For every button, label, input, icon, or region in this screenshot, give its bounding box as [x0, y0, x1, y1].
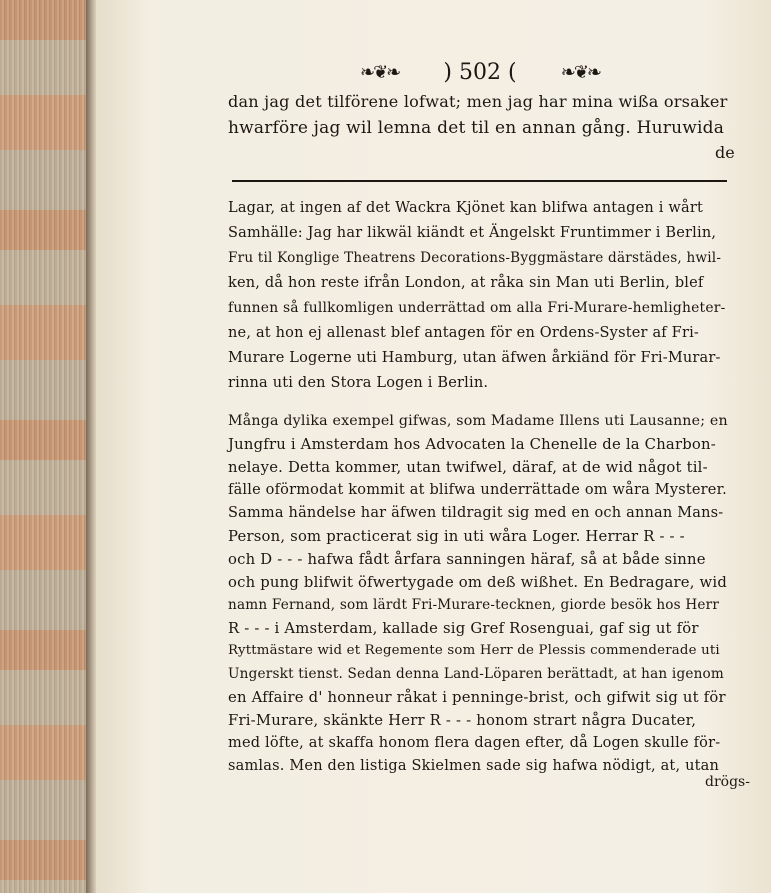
footnote-rule [232, 180, 727, 182]
paragraph-line: Jungfru i Amsterdam hos Advocaten la Chenelle de la Charbon- [228, 436, 716, 453]
catchword: de [715, 143, 735, 162]
ornament-left: ❧❦❧ [360, 62, 400, 83]
catchword-bottom: drögs- [705, 774, 750, 790]
footnote-line: funnen så fullkomligen underrättad om alla Fri-Murare-hemligheter- [228, 300, 726, 316]
text-line: hwarföre jag wil lemna det til en annan gång. Huruwida [228, 118, 725, 138]
footnote-line: Murare Logerne uti Hamburg, utan äfwen årkiänd för Fri-Murar- [228, 350, 721, 366]
footnote-line: ne, at hon ej allenast blef antagen för en Ordens-Syster af Fri- [228, 325, 700, 341]
page-number: ) 502 ( [443, 60, 517, 85]
paragraph-line: nelaye. Detta kommer, utan twifwel, däraf, at de wid något til- [228, 459, 708, 476]
text-line: dan jag det tilförene lofwat; men jag har mina wißa orsaker [228, 92, 728, 111]
footnote-line: ken, då hon reste ifrån London, at råka sin Man uti Berlin, blef [228, 275, 704, 291]
paragraph-line: Ryttmästare wid et Regemente som Herr de Plessis commenderade uti [228, 643, 720, 658]
paragraph-line: Person, som practicerat sig in uti wåra Loger. Herrar R - - - [228, 528, 685, 545]
paragraph-line: fälle oförmodat kommit at blifwa underrättade om wåra Mysterer. [228, 482, 727, 498]
footnote-line: Lagar, at ingen af det Wackra Kjönet kan blifwa antagen i wårt [228, 200, 704, 216]
book-edge [0, 0, 92, 893]
paragraph-line: Fri-Murare, skänkte Herr R - - - honom strart några Ducater, [228, 712, 697, 729]
footnote-line: Fru til Konglige Theatrens Decorations-Byggmästare därstädes, hwil- [228, 250, 722, 266]
paragraph-line: Många dylika exempel gifwas, som Madame Illens uti Lausanne; en [228, 413, 728, 429]
paragraph-line: R - - - i Amsterdam, kallade sig Gref Rosenguai, gaf sig ut för [228, 620, 699, 637]
paragraph-line: och pung blifwit öfwertygade om deß wißhet. En Bedragare, wid [228, 574, 728, 591]
paragraph-line: en Affaire d' honneur råkat i penninge-brist, och gifwit sig ut för [228, 689, 726, 706]
footnote-line: Samhälle: Jag har likwäl kiändt et Ängelskt Fruntimmer i Berlin, [228, 225, 717, 241]
page-header [360, 60, 600, 85]
paragraph-line: Ungerskt tienst. Sedan denna Land-Löparen berättadt, at han igenom [228, 666, 725, 682]
paragraph-line: Samma händelse har äfwen tildragit sig med en och annan Mans- [228, 505, 724, 521]
paragraph-line: och D - - - hafwa fådt årfara sanningen häraf, så at både sinne [228, 551, 706, 568]
paragraph-line: namn Fernand, som lärdt Fri-Murare-tecknen, giorde besök hos Herr [228, 597, 720, 613]
paragraph-line: med löfte, at skaffa honom flera dagen efter, då Logen skulle för- [228, 735, 721, 751]
ornament-right: ❧❦❧ [560, 62, 600, 83]
footnote-line: rinna uti den Stora Logen i Berlin. [228, 375, 489, 391]
paragraph-line: samlas. Men den listiga Skielmen sade sig hafwa nödigt, at, utan [228, 758, 720, 774]
